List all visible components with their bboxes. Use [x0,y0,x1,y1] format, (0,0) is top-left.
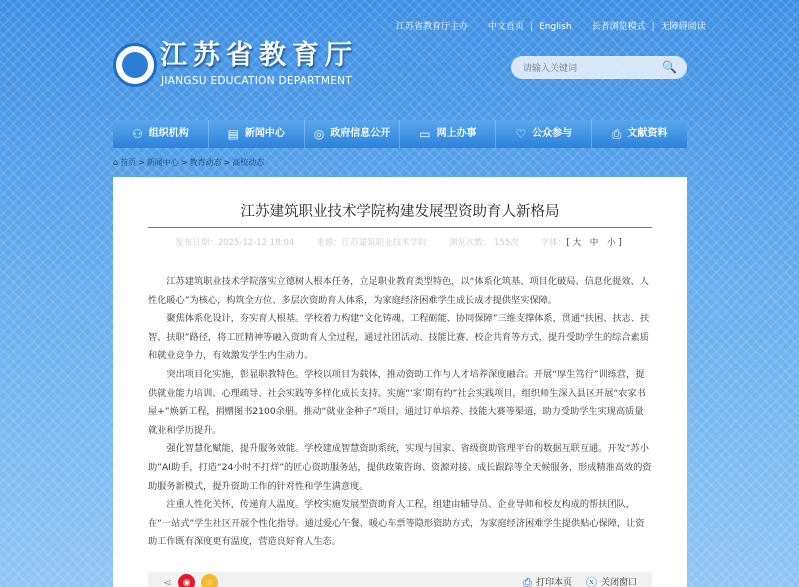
article-body [148,273,652,552]
printer-icon: ⎙ [611,127,622,141]
search-box [511,56,687,79]
top-links: 江苏省教育厅主办 中文首页 | English 长者浏览模式 | 无障碍阅读 [396,22,706,32]
nav-item-org[interactable]: ⚇ 组织机构 [113,120,209,148]
weibo-icon[interactable]: ◉ [178,574,195,587]
disc-icon: ◎ [313,127,325,141]
breadcrumb: ⌂ 首页 > 新闻中心 > 教育动态 > 高校动态 [113,158,265,167]
site-name: 江苏省教育厅 [160,40,358,71]
font-size-selector[interactable]: [大 中 小] [566,238,625,248]
paragraph: 江苏建筑职业技术学院落实立德树人根本任务，立足职业教育类型特色，以“体系化筑基、项目化破局、信息化提效、人性化暖心”为核心，构筑全方位、多层次资助育人体系，为家庭经济困难学生成长成才提供坚实保障。 [148,276,649,306]
breadcrumb-university-news[interactable]: 高校动态 [232,158,265,167]
nav-item-gov-info[interactable]: ◎ 政府信息公开 [305,120,401,148]
home-icon: ⌂ [113,158,119,167]
paragraph: 强化智慧化赋能，提升服务效能。学校建成智慧资助系统，实现与国家、省级资助管理平台的数据互联互通。开发“苏小助”AI助手，打造“24小时不打烊”的匠心资助服务站，提供政策咨询、资源对接、成长跟踪等全天候服务，形成精准高效的资助服务新模式，提升资助工作的针对性和学生满意度。 [148,443,652,492]
article-title: 江苏建筑职业技术学院构建发展型资助育人新格局 [240,204,560,220]
close-window-button[interactable]: ⓧ 关闭窗口 [585,575,637,587]
org-chart-icon: ⚇ [132,127,143,141]
nav-item-docs[interactable]: ⎙ 文献资料 [611,127,668,141]
print-button[interactable]: ⎙ 打印本页 [523,575,572,587]
nav-item-online[interactable]: ▭ 网上办事 [400,120,496,148]
article-container [113,177,687,587]
search-icon[interactable]: 🔍 [662,60,677,74]
main-nav [113,120,687,148]
site-logo[interactable] [113,43,157,87]
sponsor-text: 江苏省教育厅主办 [396,22,469,32]
font-size-label: 字体： [540,238,567,248]
chinese-home-link[interactable]: 中文首页 [488,22,525,32]
site-name-en: JIANGSU EDUCATION DEPARTMENT [161,75,352,87]
accessible-reading-link[interactable]: 无障碍阅读 [660,22,706,32]
elder-mode-link[interactable]: 长者浏览模式 [591,22,646,32]
paragraph: 突出项目化实施，彰显职教特色。学校以项目为载体，推动资助工作与人才培养深度融合。开展“厚生笃行”训练营，提供就业能力培训、心理疏导、社会实践等多样化成长支持。实施“‘家’期有约”社会实践项目，组织师生深入县区开展“农家书屋+”焕新工程，捐赠图书2100余册。推动“就业金种子”项目，通过订单培养、技能大赛等渠道，助力受助学生实现高质量就业和学历提升。 [148,368,646,436]
article-footer [148,572,652,587]
paragraph: 注重人性化关怀，传递育人温度。学校实施发展型资助育人工程，组建由辅导员、企业导师和校友构成的帮扶团队，在“一站式”学生社区开展个性化指导。通过爱心午餐、暖心车票等隐形资助方式，为家庭经济困难学生提供贴心保障，让资助工作既有深度更有温度，营造良好育人生态。 [148,499,645,548]
nav-item-public[interactable]: ♡ 公众参与 [496,120,592,148]
view-count: 浏览次数： 155次 [448,238,519,248]
article-source: 来源：江苏建筑职业技术学院 [316,238,427,248]
document-icon: ▤ [227,127,239,141]
monitor-icon: ▭ [419,127,431,141]
emblem-icon [122,52,148,78]
breadcrumb-edu-news[interactable]: 教育动态 [189,158,222,167]
close-icon: ⓧ [585,575,597,587]
publish-date: 发布日期：2025-12-12 18:04 [175,238,295,248]
title-divider [148,227,652,228]
printer-icon: ⎙ [523,575,532,587]
breadcrumb-home[interactable]: 首页 [120,158,137,167]
share-icon[interactable]: ⋖ [163,575,173,587]
breadcrumb-news[interactable]: 新闻中心 [146,158,179,167]
paragraph: 聚焦体系化设计，夯实育人根基。学校着力构建“文化铸魂、工程砺能、协同保障”三维支撑体系，贯通“扶困、扶志、扶智、扶职”路径，将工匠精神等融入资助育人全过程，通过社团活动、技能比赛、校企共育等方式，提升受助学生的综合素质和就业竞争力，有效激发学生内生动力。 [148,313,650,362]
heart-icon: ♡ [515,127,527,141]
nav-item-news[interactable]: ▤ 新闻中心 [209,120,305,148]
star-icon[interactable]: ☆ [201,574,218,587]
english-link[interactable]: English [539,22,572,32]
article-meta [148,237,652,249]
search-input[interactable] [523,63,653,73]
